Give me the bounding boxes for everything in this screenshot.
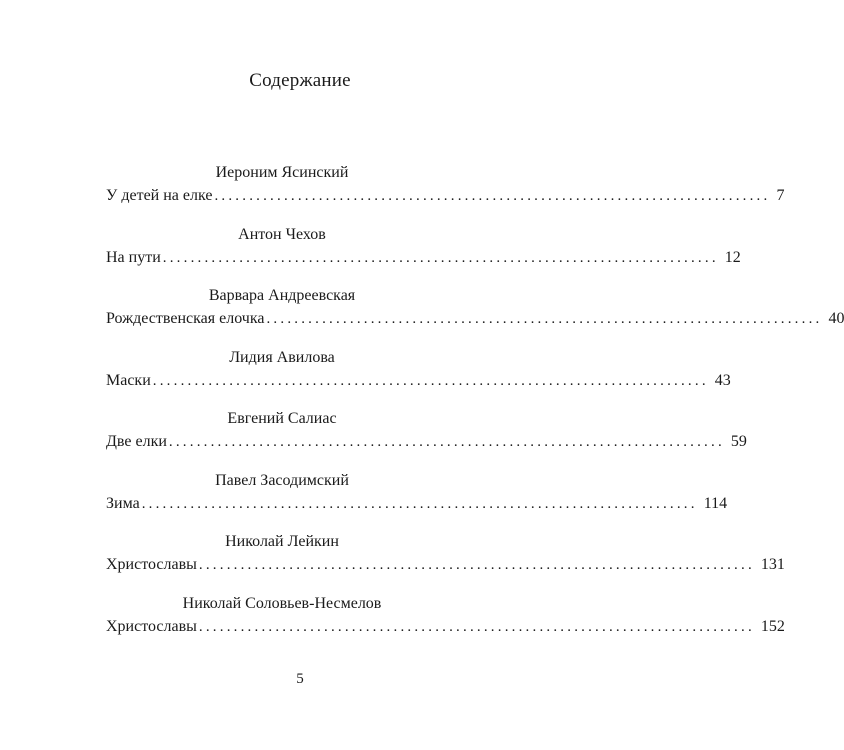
leader-dots: ................................................................................ — [266, 311, 823, 327]
toc-author: Евгений Салиас — [227, 410, 337, 427]
leader-dots: ................................................................................ — [162, 249, 719, 266]
toc-entry — [106, 286, 844, 348]
toc-entry — [106, 225, 741, 287]
toc-line[interactable] — [106, 185, 785, 207]
toc-author: Иероним Ясинский — [215, 164, 349, 181]
leader-dots: ................................................................................ — [152, 372, 709, 389]
toc-story-title: У детей на елке — [106, 187, 213, 204]
toc-story-title: Две елки — [106, 433, 167, 450]
toc-author: Николай Лейкин — [225, 533, 339, 550]
leader-dots: ................................................................................ — [214, 188, 771, 204]
leader-dots: ................................................................................ — [168, 434, 725, 450]
toc-story-title: Зима — [106, 494, 140, 512]
toc-author: Николай Соловьев-Несмелов — [182, 594, 382, 612]
toc-story-title: На пути — [106, 248, 161, 266]
toc-story-title: Рождественская елочка — [106, 310, 265, 327]
toc-story-title: Христославы — [106, 556, 197, 573]
page-number-folio: 5 — [296, 671, 304, 687]
leader-dots: ................................................................................ — [198, 557, 755, 573]
toc-entry — [106, 163, 785, 225]
toc-entry — [106, 532, 785, 594]
toc-story-title: Маски — [106, 371, 151, 389]
toc-page-number: 59 — [730, 433, 747, 450]
toc-line[interactable] — [106, 431, 747, 453]
table-of-contents — [106, 163, 844, 655]
toc-page-number: 43 — [714, 371, 731, 389]
toc-page-number: 131 — [760, 556, 785, 573]
toc-line[interactable] — [106, 554, 785, 576]
toc-entry — [106, 594, 785, 656]
toc-entry — [106, 348, 731, 410]
leader-dots: ................................................................................ — [141, 495, 698, 512]
toc-entry — [106, 409, 747, 471]
toc-entry — [106, 471, 728, 533]
leader-dots: ................................................................................ — [198, 618, 755, 635]
toc-page-number: 7 — [776, 187, 785, 204]
toc-line[interactable] — [106, 493, 728, 515]
toc-line[interactable] — [106, 308, 844, 330]
toc-line[interactable] — [106, 247, 741, 269]
toc-line[interactable] — [106, 616, 785, 638]
toc-author: Варвара Андреевская — [208, 287, 356, 304]
toc-page-number: 12 — [724, 248, 741, 266]
toc-line[interactable] — [106, 370, 731, 392]
toc-page-number: 40 — [828, 310, 844, 327]
page-title: Содержание — [249, 70, 351, 91]
toc-page-number: 114 — [703, 494, 728, 512]
toc-story-title: Христославы — [106, 617, 197, 635]
toc-author: Лидия Авилова — [229, 348, 335, 366]
toc-page-number: 152 — [760, 617, 785, 635]
toc-author: Павел Засодимский — [215, 471, 349, 489]
toc-author: Антон Чехов — [238, 225, 326, 243]
